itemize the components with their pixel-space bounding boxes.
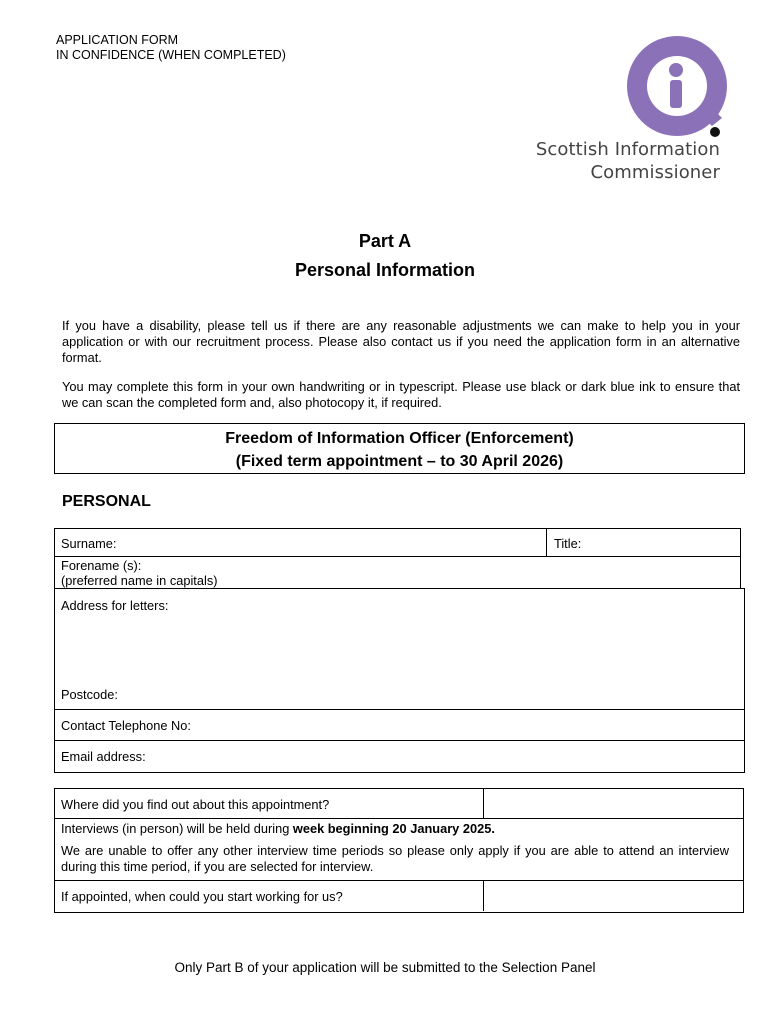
email-label: Email address:	[61, 749, 146, 764]
postcode-label: Postcode:	[61, 687, 118, 702]
job-title-box	[54, 423, 745, 474]
start-date-question	[54, 881, 483, 911]
logo-text-line2: Commissioner	[590, 162, 720, 183]
start-date-label: If appointed, when could you start working for us?	[61, 889, 343, 904]
interview-unable-text: We are unable to offer any other interview time periods so please only apply if you are able to attend an interview during this time period, if you are selected for interview.	[61, 843, 729, 874]
interview-dates-prefix: Interviews (in person) will be held during	[61, 821, 293, 836]
address-field[interactable]	[54, 589, 743, 709]
where-found-label: Where did you find out about this appointment?	[61, 797, 330, 812]
intro-ink-paragraph: You may complete this form in your own handwriting or in typescript. Please use black or dark blue ink to ensure that we can scan the completed form and, also photocopy it, if required.	[62, 379, 740, 410]
personal-heading: PERSONAL	[62, 493, 151, 510]
title-field[interactable]	[547, 528, 739, 556]
interview-dates-text	[61, 821, 495, 837]
forename-label: Forename (s):	[61, 558, 142, 573]
where-found-answer-field[interactable]	[484, 789, 742, 818]
surname-label: Surname:	[61, 536, 117, 551]
section-title: Personal Information	[294, 260, 476, 280]
part-title: Part A	[358, 231, 412, 251]
surname-field[interactable]	[54, 528, 546, 556]
job-title: Freedom of Information Officer (Enforcement)	[225, 430, 574, 447]
job-term: (Fixed term appointment – to 30 April 2026)	[235, 453, 564, 470]
where-found-question	[54, 789, 483, 818]
interview-dates-bold: week beginning 20 January 2025.	[292, 821, 495, 836]
scottish-information-commissioner-logo-icon	[626, 36, 732, 140]
forename-field[interactable]	[54, 557, 739, 587]
header-application-form: APPLICATION FORM	[56, 33, 179, 47]
telephone-field[interactable]	[54, 710, 743, 740]
interview-info-cell	[54, 819, 742, 880]
logo-text-line1: Scottish Information	[535, 139, 720, 160]
title-label: Title:	[554, 536, 582, 551]
email-field[interactable]	[54, 741, 743, 771]
start-date-answer-field[interactable]	[484, 881, 742, 911]
telephone-label: Contact Telephone No:	[61, 718, 191, 733]
header-confidence: IN CONFIDENCE (WHEN COMPLETED)	[56, 48, 286, 62]
address-label: Address for letters:	[61, 598, 169, 613]
footer-note: Only Part B of your application will be submitted to the Selection Panel	[174, 960, 596, 975]
forename-note: (preferred name in capitals)	[61, 573, 218, 588]
intro-disability-paragraph: If you have a disability, please tell us if there are any reasonable adjustments we can make to help you in your application or with our recruitment process. Please also contact us if you need the application form in an alternative format.	[62, 318, 740, 365]
